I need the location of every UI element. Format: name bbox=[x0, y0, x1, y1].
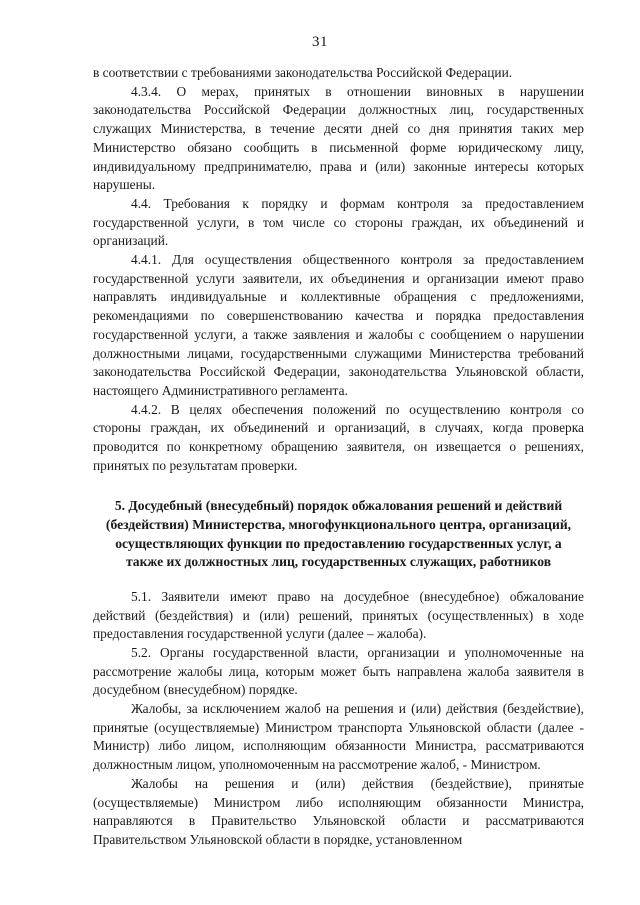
paragraph-5-2: 5.2. Органы государственной власти, организации и уполномоченные на рассмотрение жалобы лица, которым может быть направлена жалоба заявителя в досудебном (внесудебном) порядке. bbox=[93, 644, 584, 698]
section-heading: 5. Досудебный (внесудебный) порядок обжалования решений и действий (бездействия) Министерства, многофункционального центра, организаций, осуществляющих функции по предоставлению государственных услуг, а также их должностных лиц, государственных служащих, работников bbox=[105, 498, 572, 570]
paragraph-continuation: в соответствии с требованиями законодательства Российской Федерации. bbox=[93, 65, 513, 80]
document-body bbox=[93, 64, 584, 850]
paragraph-4-4: 4.4. Требования к порядку и формам контроля за предоставлением государственной услуги, в том числе со стороны граждан, их объединений и организаций. bbox=[93, 195, 584, 249]
paragraph-4-3-4: 4.3.4. О мерах, принятых в отношении виновных в нарушении законодательства Российской Федерации должностных лиц, государственных служащих Министерства, в течение десяти дней со дня принятия таких мер Министерство обязано сообщить в письменной форме юридическому лицу, индивидуальному предпринимателю, права и (или) законные интересы которых нарушены. bbox=[93, 83, 584, 193]
paragraph-complaints-minister: Жалобы на решения и (или) действия (бездействие), принятые (осуществляемые) Министром либо исполняющим обязанности Министра, направляются в Правительство Ульяновской области и рассматриваются Правительством Ульяновской области в порядке, установленном bbox=[93, 775, 584, 847]
page-number: 31 bbox=[312, 34, 328, 50]
paragraph-4-4-1: 4.4.1. Для осуществления общественного контроля за предоставлением государственной услуги заявители, их объединения и организации имеют право направлять индивидуальные и коллективные обращения с предложениями, рекомендациями по совершенствованию качества и порядка предоставления государственной услуги, а также заявления и жалобы с сообщением о нарушении должностными лицами, государственными служащими Министерства требований законодательства Российской Федерации, законодательства Ульяновской области, настоящего Административного регламента. bbox=[93, 252, 584, 398]
paragraph-complaints-general: Жалобы, за исключением жалоб на решения и (или) действия (бездействие), принятые (осуществляемые) Министром транспорта Ульяновской области (далее - Министр) либо лицом, исполняющим обязанности Министра, рассматриваются должностным лицом, уполномоченным на рассмотрение жалоб, - Министром. bbox=[93, 701, 584, 773]
paragraph-4-4-2: 4.4.2. В целях обеспечения положений по осуществлению контроля со стороны граждан, их объединений и организаций, в случаях, когда проверка проводится по конкретному обращению заявителя, он извещается о решениях, принятых по результатам проверки. bbox=[93, 401, 584, 473]
paragraph-5-1: 5.1. Заявители имеют право на досудебное (внесудебное) обжалование действий (бездействия) и (или) решений, принятых (осуществленных) в ходе предоставления государственной услуги (далее – жалоба). bbox=[93, 588, 584, 642]
